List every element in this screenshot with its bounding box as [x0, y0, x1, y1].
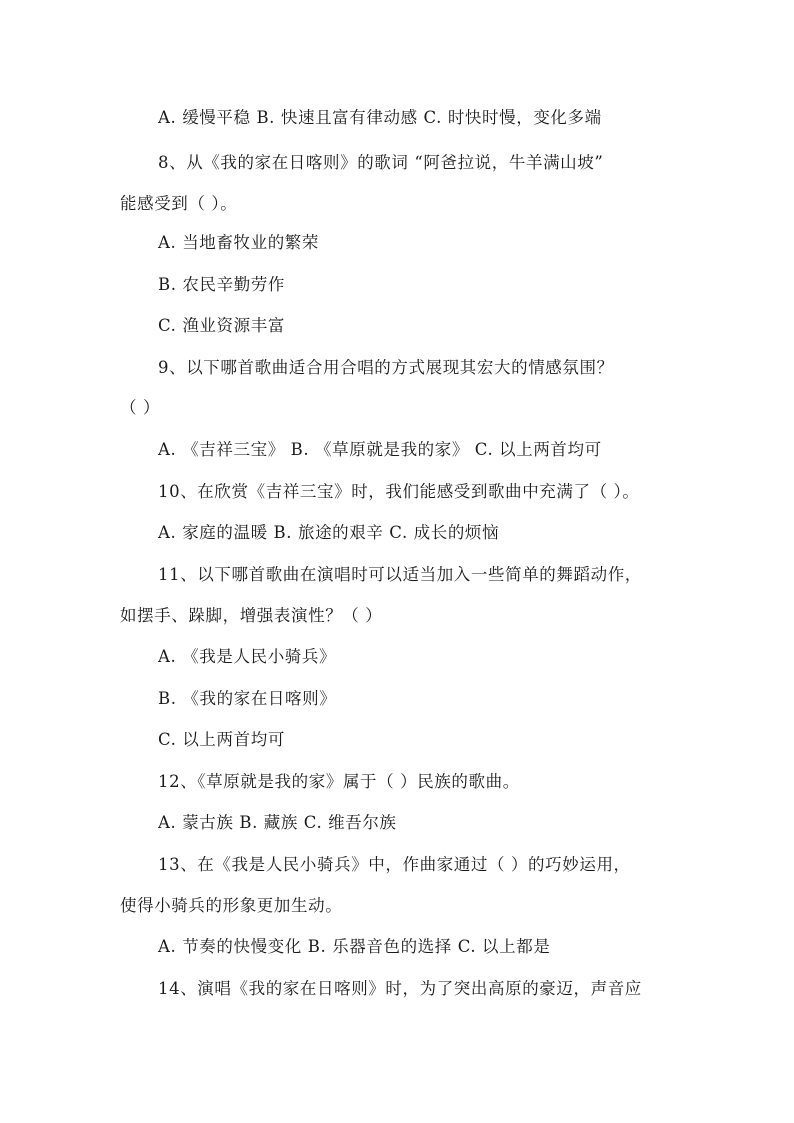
q13-question-line1: 13、在《我是人民小骑兵》中，作曲家通过（ ）的巧妙运用，	[158, 855, 631, 874]
q11-option-c: C. 以上两首均可	[158, 730, 285, 749]
q12-options: A. 蒙古族 B. 藏族 C. 维吾尔族	[158, 813, 397, 832]
q7-options: A. 缓慢平稳 B. 快速且富有律动感 C. 时快时慢，变化多端	[158, 108, 602, 127]
q13-question-line2: 使得小骑兵的形象更加生动。	[120, 896, 343, 915]
q8-option-c: C. 渔业资源丰富	[158, 316, 285, 335]
q11-option-a: A. 《我是人民小骑兵》	[158, 647, 337, 666]
q9-options: A. 《吉祥三宝》 B. 《草原就是我的家》 C. 以上两首均可	[158, 440, 602, 459]
q14-question-line1: 14、演唱《我的家在日喀则》时，为了突出高原的豪迈，声音应	[158, 979, 642, 998]
q9-question-line2: （ ）	[120, 398, 161, 417]
q9-question-line1: 9、以下哪首歌曲适合用合唱的方式展现其宏大的情感氛围？	[158, 358, 614, 377]
q13-options: A. 节奏的快慢变化 B. 乐器音色的选择 C. 以上都是	[158, 937, 551, 956]
q10-question: 10、在欣赏《吉祥三宝》时，我们能感受到歌曲中充满了（ ）。	[158, 482, 640, 501]
q8-option-a: A. 当地畜牧业的繁荣	[158, 233, 320, 252]
q11-question-line2: 如摆手、跺脚，增强表演性？（ ）	[120, 606, 383, 625]
q11-question-line1: 11、以下哪首歌曲在演唱时可以适当加入一些简单的舞蹈动作，	[158, 565, 642, 584]
q12-question: 12、《草原就是我的家》属于（ ）民族的歌曲。	[158, 772, 520, 791]
q8-option-b: B. 农民辛勤劳作	[158, 275, 286, 294]
q8-question-line1: 8、从《我的家在日喀则》的歌词 “阿爸拉说，牛羊满山坡”	[158, 153, 604, 172]
q10-options: A. 家庭的温暖 B. 旅途的艰辛 C. 成长的烦恼	[158, 523, 500, 542]
q8-question-line2: 能感受到（ ）。	[120, 194, 238, 213]
q11-option-b: B. 《我的家在日喀则》	[158, 689, 337, 708]
